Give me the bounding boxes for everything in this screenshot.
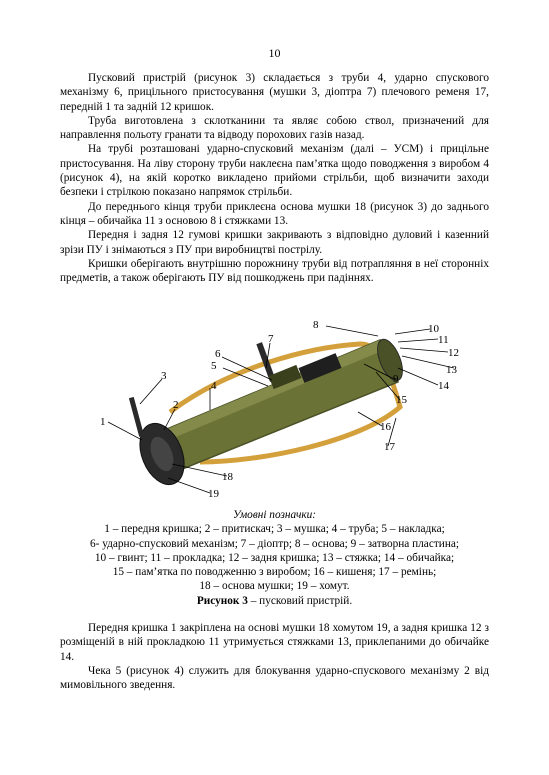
callout-16: 16 xyxy=(380,421,391,433)
callout-11: 11 xyxy=(438,334,449,346)
legend-line: 18 – основа мушки; 19 – хомут. xyxy=(199,580,350,593)
callout-3: 3 xyxy=(161,370,167,382)
legend-line: 15 – пам’ятка по поводженню з виробом; 16 – кишеня; 17 – ремінь; xyxy=(112,566,437,579)
launcher-illustration xyxy=(60,312,489,508)
callout-6: 6 xyxy=(215,348,221,360)
callout-7: 7 xyxy=(268,333,274,345)
legend-line: 6- ударно-спусковий механізм; 7 – діоптр; 8 – основа; 9 – затворна пластина; xyxy=(89,537,460,550)
page-number: 10 xyxy=(268,46,281,60)
legend-title: Умовні позначки: xyxy=(232,509,317,521)
legend-line: 1 – передня кришка; 2 – притискач; 3 – мушка; 4 – труба; 5 – накладка; xyxy=(104,523,445,536)
paragraph: Чека 5 (рисунок 4) служить для блокування ударно-спускового механізму 2 від мимовільного зведення. xyxy=(60,664,489,692)
paragraph: Пусковий пристрій (рисунок 3) складається з труби 4, ударно спускового механізму 6, прицільного пристосування (мушки 3, діоптра 7) плечового ременя 17, передній 1 та задній 12 кришок. xyxy=(60,72,489,113)
paragraph: Передня кришка 1 закріплена на основі мушки 18 хомутом 19, а задня кришка 12 з розміщеній в ній прокладкою 11 утримується стяжками 13, приклепаними до обичайке 14. xyxy=(60,622,489,663)
callout-8: 8 xyxy=(313,319,319,331)
paragraph: Передня і задня 12 гумові кришки закривають з відповідно дуловий і казенний зрізи ПУ і знімаються з ПУ при виробництві пострілу. xyxy=(60,229,489,256)
callout-19: 19 xyxy=(208,488,219,500)
paragraph: Труба виготовлена з склотканини та являє собою ствол, призначений для направлення польоту гранати та відводу порохових газів назад. xyxy=(60,114,489,142)
text-block-bottom xyxy=(60,621,489,692)
figure-caption xyxy=(60,508,489,608)
callout-10: 10 xyxy=(428,323,439,335)
figure-title-text: – пусковий пристрій. xyxy=(247,594,353,607)
callout-4: 4 xyxy=(211,380,217,392)
callout-18: 18 xyxy=(222,471,233,483)
callout-2: 2 xyxy=(173,399,179,411)
launcher-figure xyxy=(60,312,489,508)
callout-5: 5 xyxy=(211,360,217,372)
callout-15: 15 xyxy=(396,394,407,406)
paragraph: До переднього кінця труби приклеєна основа мушки 18 (рисунок 3) до заднього кінця – обичайка 11 з основою 8 і стяжками 13. xyxy=(60,200,489,227)
text-block-top xyxy=(60,71,489,285)
legend-line: 10 – гвинт; 11 – прокладка; 12 – задня кришка; 13 – стяжка; 14 – обичайка; xyxy=(94,551,455,564)
callout-12: 12 xyxy=(448,347,459,359)
figure-title-number: Рисунок 3 xyxy=(196,594,248,607)
callout-13: 13 xyxy=(446,364,457,376)
callout-1: 1 xyxy=(100,416,106,428)
callout-9: 9 xyxy=(393,373,399,385)
figure-title xyxy=(60,594,489,608)
callout-14: 14 xyxy=(438,380,449,392)
callout-17: 17 xyxy=(384,441,395,453)
front-sight-shape xyxy=(129,397,144,437)
paragraph: На трубі розташовані ударно-спусковий механізм (далі – УСМ) і прицільне пристосування. На ліву сторону труби наклеєна пам’ятка щодо поводження з виробом 4 (рисунок 4), на якій коротко викладено прийоми стрільби, щоб визначити заходи безпеки і стрілкою показано напрямок стрільби. xyxy=(60,143,489,199)
paragraph: Кришки оберігають внутрішню порожнину труби від потрапляння в неї сторонніх предметів, а також оберігають ПУ від пошкоджень при падіннях. xyxy=(60,257,489,285)
